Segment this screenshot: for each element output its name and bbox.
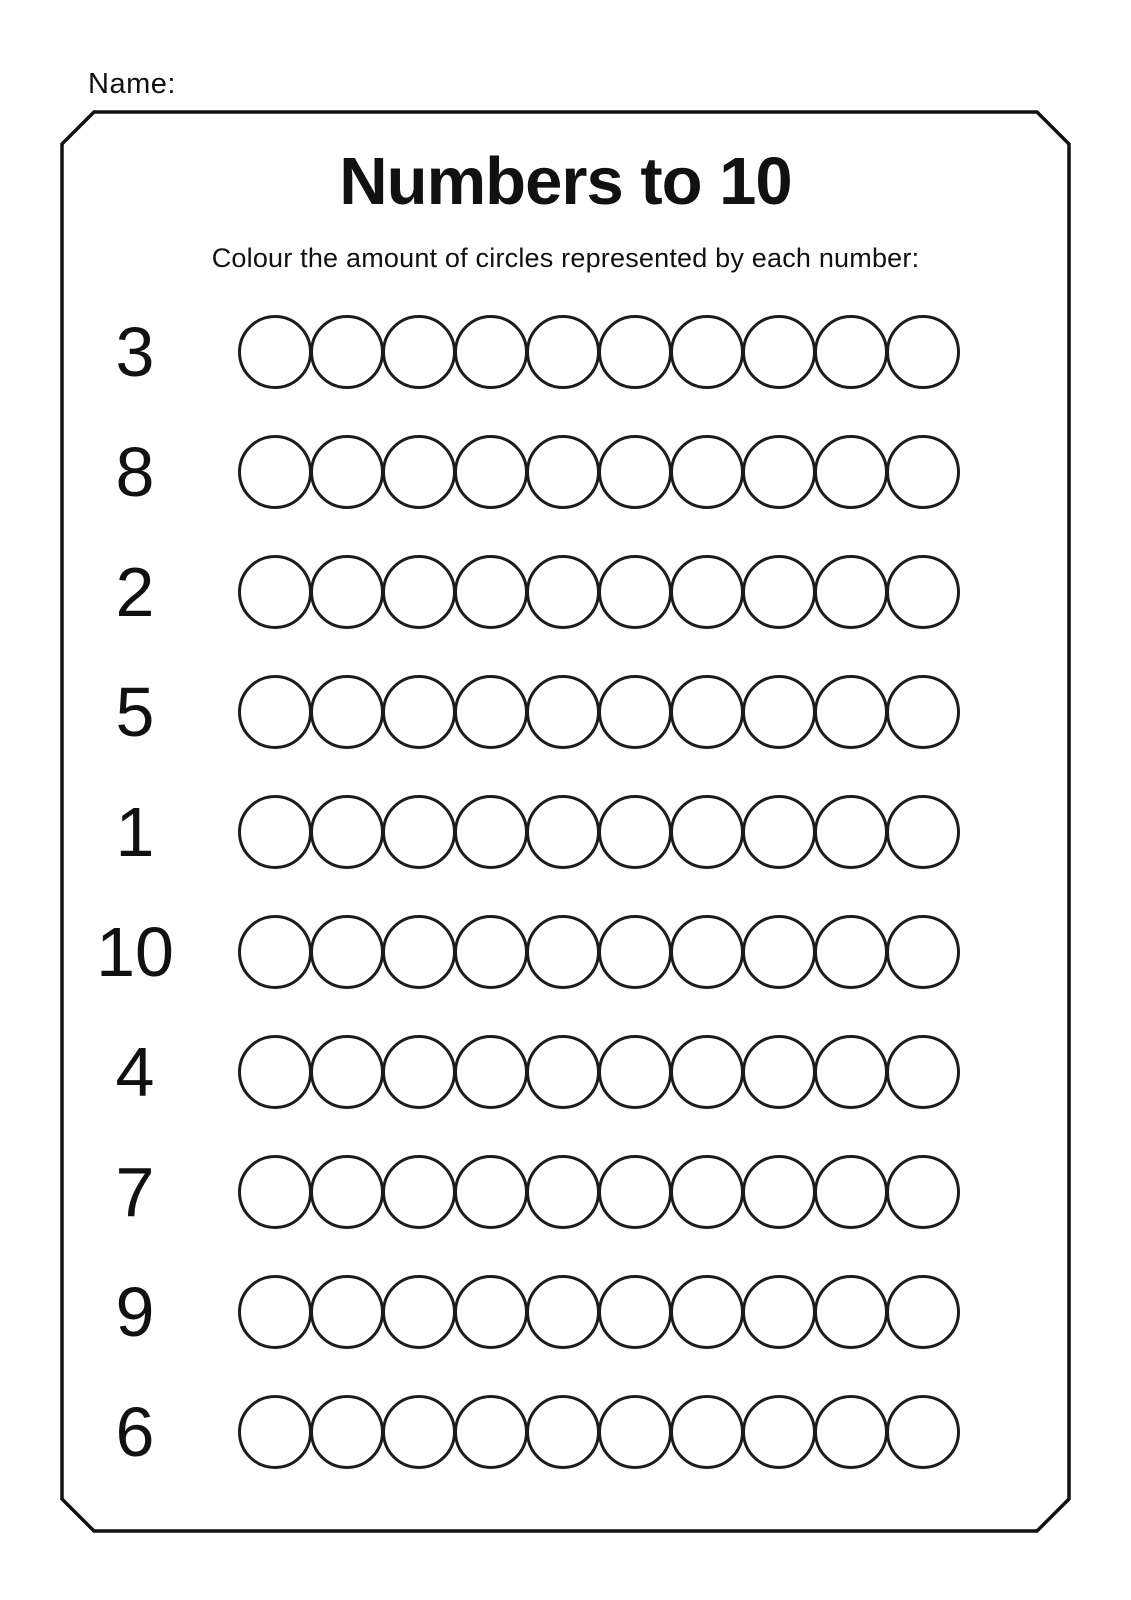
colour-circle[interactable] (382, 435, 456, 509)
colour-circle[interactable] (670, 675, 744, 749)
colour-circle[interactable] (670, 1395, 744, 1469)
colour-circle[interactable] (310, 675, 384, 749)
circle-strip (238, 1155, 958, 1229)
colour-circle[interactable] (598, 1035, 672, 1109)
colour-circle[interactable] (454, 1035, 528, 1109)
worksheet-row (62, 652, 1069, 772)
colour-circle[interactable] (814, 1035, 888, 1109)
colour-circle[interactable] (598, 1155, 672, 1229)
colour-circle[interactable] (598, 435, 672, 509)
colour-circle[interactable] (670, 435, 744, 509)
colour-circle[interactable] (670, 315, 744, 389)
circle-strip (238, 1035, 958, 1109)
colour-circle[interactable] (742, 675, 816, 749)
colour-circle[interactable] (310, 915, 384, 989)
row-number: 7 (115, 1153, 155, 1231)
colour-circle[interactable] (742, 1395, 816, 1469)
colour-circle[interactable] (814, 1395, 888, 1469)
colour-circle[interactable] (886, 555, 960, 629)
circle-strip (238, 675, 958, 749)
row-number: 6 (115, 1393, 155, 1471)
worksheet-row (62, 772, 1069, 892)
circle-strip (238, 1395, 958, 1469)
colour-circle[interactable] (526, 555, 600, 629)
colour-circle[interactable] (310, 795, 384, 869)
colour-circle[interactable] (454, 1155, 528, 1229)
colour-circle[interactable] (238, 1275, 312, 1349)
colour-circle[interactable] (454, 555, 528, 629)
colour-circle[interactable] (598, 675, 672, 749)
row-number: 1 (115, 793, 155, 871)
colour-circle[interactable] (382, 1035, 456, 1109)
colour-circle[interactable] (310, 1395, 384, 1469)
colour-circle[interactable] (886, 1035, 960, 1109)
worksheet-rows (62, 292, 1069, 1492)
colour-circle[interactable] (310, 1275, 384, 1349)
colour-circle[interactable] (454, 795, 528, 869)
colour-circle[interactable] (886, 675, 960, 749)
colour-circle[interactable] (238, 1035, 312, 1109)
colour-circle[interactable] (454, 1395, 528, 1469)
colour-circle[interactable] (814, 795, 888, 869)
colour-circle[interactable] (526, 795, 600, 869)
colour-circle[interactable] (598, 1275, 672, 1349)
colour-circle[interactable] (598, 1395, 672, 1469)
page-title: Numbers to 10 (339, 144, 792, 219)
circle-strip (238, 555, 958, 629)
colour-circle[interactable] (670, 795, 744, 869)
colour-circle[interactable] (454, 315, 528, 389)
row-number: 10 (96, 913, 174, 991)
colour-circle[interactable] (310, 315, 384, 389)
colour-circle[interactable] (814, 675, 888, 749)
colour-circle[interactable] (742, 1275, 816, 1349)
colour-circle[interactable] (886, 315, 960, 389)
colour-circle[interactable] (742, 1155, 816, 1229)
row-number: 4 (115, 1033, 155, 1111)
colour-circle[interactable] (526, 315, 600, 389)
colour-circle[interactable] (886, 1155, 960, 1229)
row-number: 9 (115, 1273, 155, 1351)
colour-circle[interactable] (238, 1155, 312, 1229)
colour-circle[interactable] (670, 1275, 744, 1349)
colour-circle[interactable] (814, 315, 888, 389)
colour-circle[interactable] (526, 1035, 600, 1109)
worksheet-row (62, 1132, 1069, 1252)
circle-strip (238, 915, 958, 989)
colour-circle[interactable] (238, 795, 312, 869)
colour-circle[interactable] (670, 915, 744, 989)
colour-circle[interactable] (742, 915, 816, 989)
colour-circle[interactable] (382, 555, 456, 629)
colour-circle[interactable] (814, 1275, 888, 1349)
name-label: Name: (88, 68, 176, 100)
colour-circle[interactable] (238, 1395, 312, 1469)
colour-circle[interactable] (454, 435, 528, 509)
colour-circle[interactable] (742, 315, 816, 389)
colour-circle[interactable] (670, 1035, 744, 1109)
colour-circle[interactable] (526, 1155, 600, 1229)
worksheet-row (62, 892, 1069, 1012)
circle-strip (238, 435, 958, 509)
colour-circle[interactable] (526, 1275, 600, 1349)
colour-circle[interactable] (886, 1275, 960, 1349)
colour-circle[interactable] (382, 1395, 456, 1469)
colour-circle[interactable] (238, 555, 312, 629)
worksheet-row (62, 1012, 1069, 1132)
colour-circle[interactable] (742, 795, 816, 869)
colour-circle[interactable] (814, 915, 888, 989)
colour-circle[interactable] (310, 555, 384, 629)
colour-circle[interactable] (454, 675, 528, 749)
colour-circle[interactable] (598, 915, 672, 989)
colour-circle[interactable] (238, 915, 312, 989)
colour-circle[interactable] (382, 915, 456, 989)
colour-circle[interactable] (310, 1035, 384, 1109)
worksheet-row (62, 532, 1069, 652)
colour-circle[interactable] (814, 435, 888, 509)
row-number: 2 (115, 553, 155, 631)
colour-circle[interactable] (382, 675, 456, 749)
row-number: 5 (115, 673, 155, 751)
colour-circle[interactable] (886, 795, 960, 869)
colour-circle[interactable] (238, 675, 312, 749)
colour-circle[interactable] (598, 315, 672, 389)
colour-circle[interactable] (886, 915, 960, 989)
colour-circle[interactable] (238, 315, 312, 389)
worksheet-row (62, 412, 1069, 532)
row-number: 3 (115, 313, 155, 391)
colour-circle[interactable] (238, 435, 312, 509)
colour-circle[interactable] (526, 435, 600, 509)
colour-circle[interactable] (742, 435, 816, 509)
colour-circle[interactable] (670, 1155, 744, 1229)
colour-circle[interactable] (526, 1395, 600, 1469)
colour-circle[interactable] (310, 1155, 384, 1229)
colour-circle[interactable] (598, 555, 672, 629)
colour-circle[interactable] (382, 795, 456, 869)
worksheet-row (62, 292, 1069, 412)
circle-strip (238, 1275, 958, 1349)
colour-circle[interactable] (814, 1155, 888, 1229)
colour-circle[interactable] (742, 555, 816, 629)
colour-circle[interactable] (310, 435, 384, 509)
colour-circle[interactable] (526, 915, 600, 989)
worksheet-row (62, 1372, 1069, 1492)
row-number: 8 (115, 433, 155, 511)
instruction-text: Colour the amount of circles represented by each number: (211, 243, 920, 273)
colour-circle[interactable] (382, 1275, 456, 1349)
colour-circle[interactable] (814, 555, 888, 629)
worksheet-row (62, 1252, 1069, 1372)
colour-circle[interactable] (382, 1155, 456, 1229)
colour-circle[interactable] (598, 795, 672, 869)
colour-circle[interactable] (886, 1395, 960, 1469)
circle-strip (238, 315, 958, 389)
colour-circle[interactable] (742, 1035, 816, 1109)
colour-circle[interactable] (454, 915, 528, 989)
circle-strip (238, 795, 958, 869)
colour-circle[interactable] (382, 315, 456, 389)
colour-circle[interactable] (886, 435, 960, 509)
colour-circle[interactable] (526, 675, 600, 749)
colour-circle[interactable] (670, 555, 744, 629)
colour-circle[interactable] (454, 1275, 528, 1349)
